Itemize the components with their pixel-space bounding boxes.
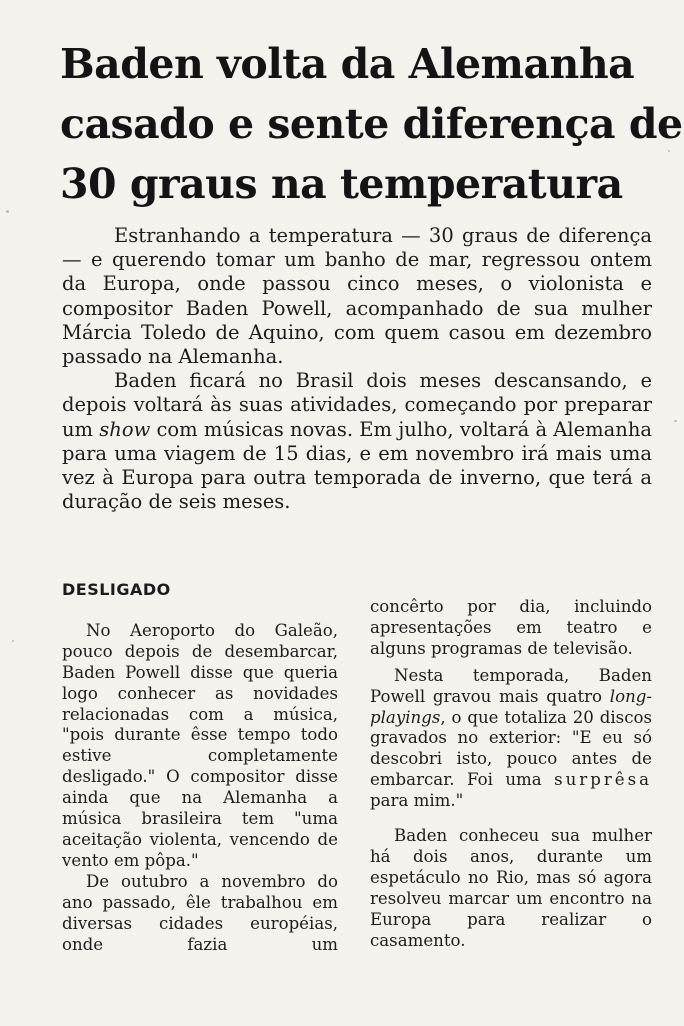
lead-section <box>62 224 652 514</box>
right-paragraph-3: Baden conheceu sua mulher há dois anos, durante um espetáculo no Rio, mas só agora resolveu marcar um encontro na Europa para realizar o casamento. <box>370 826 652 950</box>
headline <box>60 34 683 214</box>
right-paragraph-2 <box>370 666 652 812</box>
paper-speck <box>12 640 14 642</box>
lead-paragraph-2-text-b: com músicas novas. Em julho, voltará à Alemanha para uma viagem de 15 dias, e em novembro irá mais uma vez à Europa para outra temporada de inverno, que terá a duração de seis meses. <box>62 417 653 514</box>
section-subhead: DESLIGADO <box>62 580 171 599</box>
surpresa-word: surprêsa <box>554 770 652 790</box>
right-paragraph-2-text-a: Nesta temporada, Baden Powell gravou mais quatro <box>370 665 652 706</box>
headline-line-3: 30 graus na temperatura <box>60 160 623 208</box>
left-paragraph-1: No Aeroporto do Galeão, pouco depois de desembarcar, Baden Powell disse que queria logo conhecer as novidades relacionadas com a música, "pois durante êsse tempo todo estive completamente desligado." O compositor disse ainda que na Alemanha a música brasileira tem "uma aceitação violenta, vencendo de vento em pôpa." <box>62 620 338 870</box>
show-word: show <box>99 417 151 441</box>
left-column <box>62 580 338 955</box>
headline-line-2: casado e sente diferença de <box>60 100 683 148</box>
paper-speck <box>6 210 9 213</box>
right-paragraph-2-text-b: , o que totaliza 20 discos gravados no exterior: "E eu só descobri isto, pouco antes de embarcar. Foi uma <box>370 707 652 790</box>
right-paragraph-2-text-c: para mim." <box>370 791 464 811</box>
left-paragraph-2 <box>62 872 338 956</box>
paper-speck <box>668 150 670 152</box>
right-column <box>370 597 652 952</box>
paper-speck <box>674 420 677 422</box>
headline-line-1: Baden volta da Alemanha <box>60 40 635 88</box>
long-playings-word: long-playings <box>370 686 652 727</box>
lead-paragraph-2-text-a: Baden ficará no Brasil dois meses descansando, e depois voltará às suas atividades, começando por preparar um <box>62 369 652 441</box>
lead-paragraph-2 <box>62 369 652 514</box>
left-paragraph-2-text: De outubro a novembro do ano passado, êle trabalhou em diversas cidades européias, onde fazia um <box>62 871 338 954</box>
lead-paragraph-1: Estranhando a temperatura — 30 graus de diferença — e querendo tomar um banho de mar, regressou ontem da Europa, onde passou cinco meses, o violonista e compositor Baden Powell, acompanhado de sua mulher Márcia Toledo de Aquino, com quem casou em dezembro passado na Alemanha. <box>62 224 652 369</box>
right-paragraph-1: concêrto por dia, incluindo apresentações em teatro e alguns programas de televisão. <box>370 597 652 658</box>
